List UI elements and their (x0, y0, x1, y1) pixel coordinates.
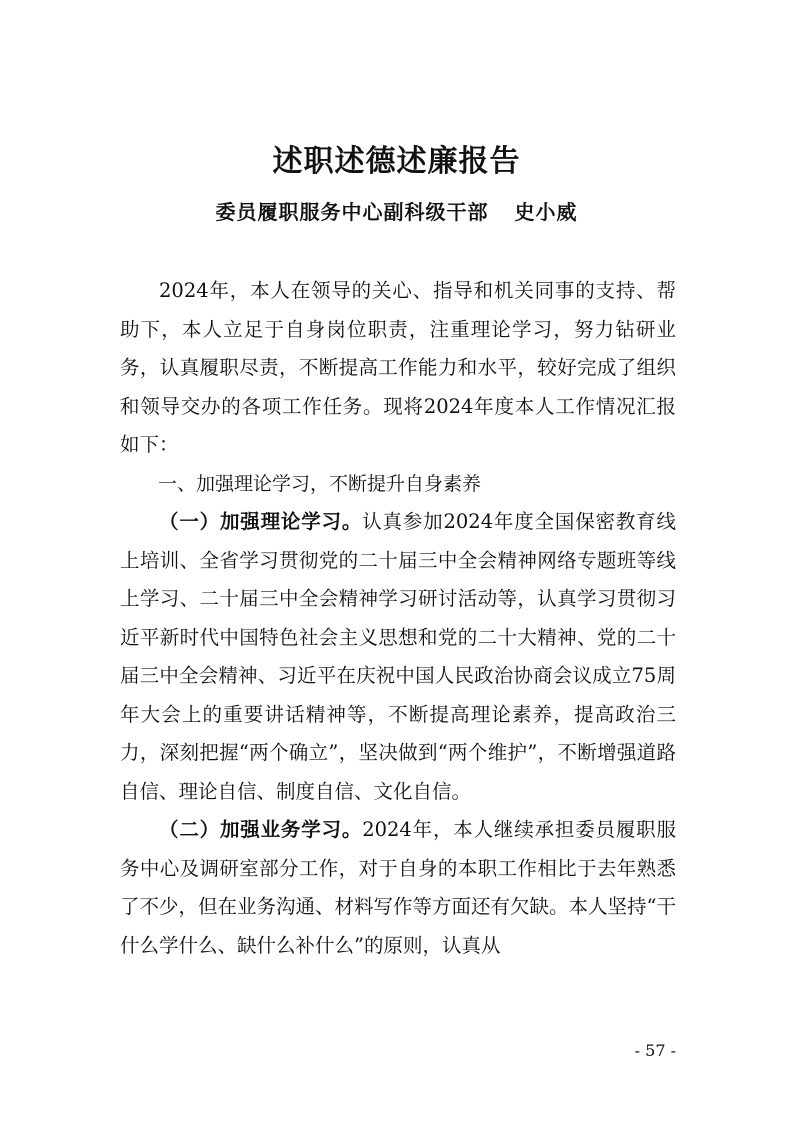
author-position: 委员履职服务中心副科级干部 (215, 200, 489, 224)
section-heading: 一、加强理论学习，不断提升自身素养 (158, 472, 482, 495)
paragraph-text: 认真参加2024年度全国保密教育线上培训、全省学习贯彻党的二十届三中全会精神网络专题班等线上学习、二十届三中全会精神学习研讨活动等，认真学习贯彻习近平新时代中国特色社会主义思想和党的二十大精神、党的二十届三中全会精神、习近平在庆祝中国人民政治协商会议成立75周年大会上的重要讲话精神等，不断提高理论素养，提高政治三力，深刻把握“两个确立”，坚决做到“两个维护”，不断增强道路自信、理论自信、制度自信、文化自信。 (120, 510, 676, 803)
document-body (120, 272, 676, 965)
page-number: - 57 - (634, 1041, 676, 1060)
paragraph-text: 2024年，本人继续承担委员履职服务中心及调研室部分工作，对于自身的本职工作相比于去年熟悉了不少，但在业务沟通、材料写作等方面还有欠缺。本人坚持“干什么学什么、缺什么补什么”的原则，认真从 (120, 818, 676, 957)
document-title: 述职述德述廉报告 (272, 144, 521, 179)
subsection-paragraph (120, 811, 676, 965)
intro-paragraph (120, 272, 676, 465)
paragraph-text: 2024年，本人在领导的关心、指导和机关同事的支持、帮助下，本人立足于自身岗位职责，注重理论学习，努力钻研业务，认真履职尽责，不断提高工作能力和水平，较好完成了组织和领导交办的各项工作任务。现将2024年度本人工作情况汇报如下： (120, 279, 676, 456)
subsection-paragraph (120, 503, 676, 811)
subsection-lead: （二）加强业务学习。 (159, 818, 363, 841)
subsection-lead: （一）加强理论学习。 (159, 510, 363, 533)
author-name: 史小威 (514, 200, 578, 224)
author-line (0, 198, 793, 226)
